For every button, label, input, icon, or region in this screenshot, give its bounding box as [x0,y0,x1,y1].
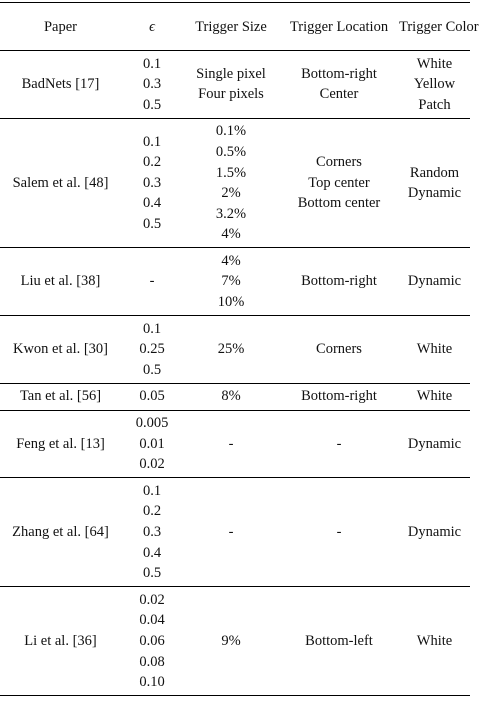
cell-trigger-size-line: 7% [221,273,241,290]
cell-trigger-size [183,316,279,384]
table-row [0,587,470,696]
cell-epsilon-line: - [149,273,155,290]
cell-epsilon-line: 0.2 [142,154,162,171]
cell-epsilon-line: 0.2 [142,503,162,520]
cell-trigger-location [279,118,399,248]
cell-trigger-size-line: - [228,435,234,452]
header-trigger-size-line-1: Trigger [195,18,239,35]
header-row [0,3,470,51]
cell-epsilon [121,248,183,316]
cell-paper [0,248,121,316]
cell-trigger-size [183,118,279,248]
cell-trigger-color-line: White [416,388,453,405]
cell-epsilon-line: 0.3 [142,524,162,541]
cell-paper-text: BadNets [17] [21,76,100,93]
cell-epsilon-line: 0.4 [142,544,162,561]
table-row [0,410,470,478]
table-row [0,383,470,410]
cell-trigger-size-line: 25% [217,341,245,358]
header-epsilon-line: ϵ [149,18,155,35]
cell-trigger-size-line: 10% [217,294,245,311]
cell-epsilon-line: 0.06 [139,633,165,650]
cell-trigger-location-line: Bottom-right [301,388,377,405]
cell-trigger-color [399,51,470,119]
backdoor-trigger-table [0,2,479,696]
cell-trigger-color-line: White [416,633,453,650]
cell-epsilon-line: 0.005 [135,415,169,432]
cell-epsilon-line: 0.5 [142,565,162,582]
cell-trigger-location-line: Top center [308,174,370,191]
cell-trigger-location [279,248,399,316]
cell-epsilon [121,383,183,410]
cell-paper [0,383,121,410]
cell-trigger-color-line: White [416,341,453,358]
cell-trigger-location [279,51,399,119]
cell-trigger-color [399,478,470,587]
cell-trigger-size-line: 8% [221,388,241,405]
cell-epsilon-line: 0.5 [142,96,162,113]
cell-trigger-size-line: 4% [221,226,241,243]
cell-trigger-size [183,587,279,696]
cell-paper [0,410,121,478]
table-row [0,118,470,248]
cell-trigger-location-line: Bottom-left [305,633,373,650]
cell-epsilon-line: 0.3 [142,174,162,191]
cell-paper-text: Tan et al. [56] [19,388,102,405]
cell-epsilon-line: 0.02 [139,591,165,608]
table-row [0,248,470,316]
cell-epsilon-line: 0.5 [142,361,162,378]
cell-epsilon-line: 0.02 [139,456,165,473]
cell-trigger-location-line: Corners [316,154,362,171]
cell-epsilon-line: 0.25 [139,341,165,358]
cell-trigger-color-line: Patch [418,96,451,113]
cell-trigger-color-line: Dynamic [407,273,462,290]
table-header [0,3,479,51]
cell-paper [0,478,121,587]
header-trigger-color-line-2: Color [445,18,479,35]
cell-trigger-location-line: Bottom center [297,195,381,212]
cell-epsilon-line: 0.1 [142,482,162,499]
table-row [0,316,470,384]
header-paper [0,3,121,51]
cell-epsilon-line: 0.1 [142,55,162,72]
cell-paper [0,587,121,696]
cell-paper-text: Liu et al. [38] [20,273,101,290]
cell-trigger-size [183,383,279,410]
cell-trigger-size [183,410,279,478]
cell-trigger-color [399,316,470,384]
header-trigger-color [399,3,479,51]
cell-trigger-color [399,383,470,410]
cell-epsilon-line: 0.08 [139,653,165,670]
cell-trigger-location-line: Center [319,86,359,103]
cell-epsilon-line: 0.05 [139,388,165,405]
header-trigger-color-line-1: Trigger [399,18,442,35]
cell-trigger-size-line: 1.5% [215,164,247,181]
cell-epsilon [121,478,183,587]
cell-paper-text: Li et al. [36] [24,633,97,650]
cell-trigger-size [183,248,279,316]
cell-paper [0,118,121,248]
cell-trigger-color-line: Dynamic [407,185,462,202]
cell-trigger-location [279,478,399,587]
cell-trigger-color [399,248,470,316]
cell-trigger-location [279,316,399,384]
cell-epsilon-line: 0.3 [142,76,162,93]
header-paper-line: Paper [43,18,77,35]
cell-trigger-size-line: - [228,524,234,541]
cell-trigger-location-line: Bottom-right [301,65,377,82]
cell-epsilon-line: 0.01 [139,435,165,452]
cell-epsilon-line: 0.10 [139,674,165,691]
cell-trigger-color [399,587,470,696]
cell-paper-text: Salem et al. [48] [12,174,109,191]
cell-trigger-color-line: White [416,55,453,72]
header-trigger-location-line-2: Location [336,18,389,35]
cell-trigger-color-line: Random [409,164,460,181]
cell-trigger-size [183,478,279,587]
cell-trigger-color-line: Yellow [413,76,456,93]
cell-trigger-size-line: 2% [221,185,241,202]
cell-trigger-size-line: Four pixels [198,86,264,103]
cell-epsilon [121,118,183,248]
header-trigger-size [183,3,279,51]
header-trigger-location [279,3,399,51]
cell-trigger-location-line: Corners [316,341,362,358]
table-row [0,51,470,119]
cell-epsilon [121,410,183,478]
cell-epsilon-line: 0.4 [142,195,162,212]
header-trigger-size-line-2: Size [241,18,267,35]
cell-trigger-size-line: 0.1% [215,123,247,140]
cell-epsilon-line: 0.04 [139,612,165,629]
cell-trigger-size-line: Single pixel [196,65,266,82]
cell-trigger-location-line: - [336,524,342,541]
cell-trigger-location-line: - [336,435,342,452]
header-trigger-location-line-1: Trigger [289,18,333,35]
cell-trigger-color-line: Dynamic [407,524,462,541]
cell-paper-text: Zhang et al. [64] [12,524,109,541]
cell-trigger-size-line: 4% [221,252,241,269]
cell-paper [0,316,121,384]
cell-epsilon [121,316,183,384]
cell-trigger-location-line: Bottom-right [301,273,377,290]
cell-trigger-size [183,51,279,119]
header-epsilon [121,3,183,51]
cell-epsilon [121,51,183,119]
cell-trigger-location [279,410,399,478]
table-row [0,478,470,587]
cell-trigger-color [399,410,470,478]
cell-epsilon [121,587,183,696]
cell-epsilon-line: 0.1 [142,133,162,150]
table-body [0,51,470,696]
cell-trigger-size-line: 9% [221,633,241,650]
cell-trigger-location [279,587,399,696]
cell-trigger-color [399,118,470,248]
cell-trigger-location [279,383,399,410]
cell-paper [0,51,121,119]
cell-trigger-color-line: Dynamic [407,435,462,452]
cell-trigger-size-line: 0.5% [215,143,247,160]
cell-paper-text: Feng et al. [13] [16,435,105,452]
cell-trigger-size-line: 3.2% [215,205,247,222]
cell-epsilon-line: 0.1 [142,320,162,337]
cell-paper-text: Kwon et al. [30] [12,341,109,358]
cell-epsilon-line: 0.5 [142,215,162,232]
